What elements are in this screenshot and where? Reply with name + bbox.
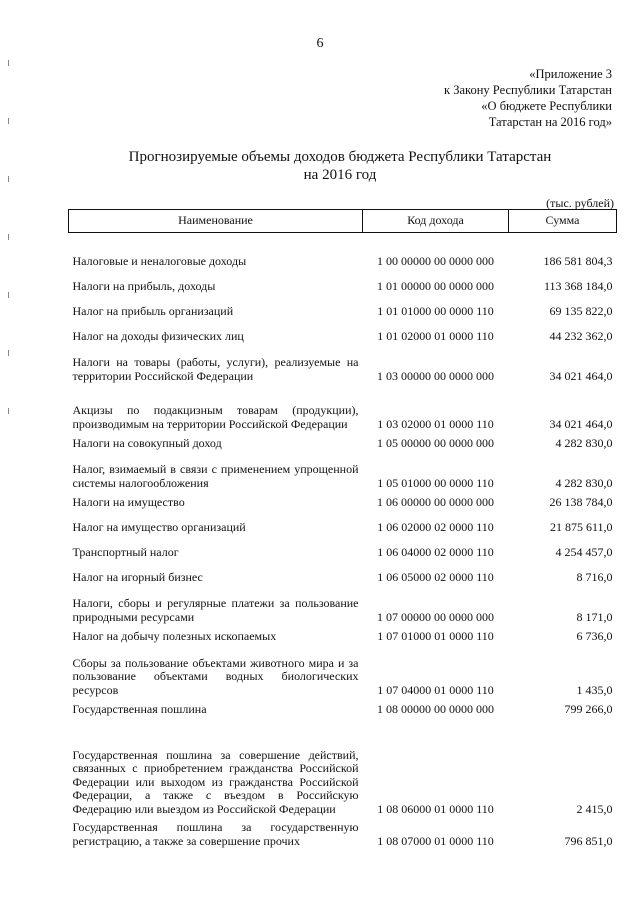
row-code: 1 01 01000 00 0000 110 — [377, 303, 494, 318]
row-name: Сборы за пользование объектами животного мира и за пользование объектами водных биологических ресурсов — [72, 655, 359, 697]
page-number: 6 — [316, 36, 324, 51]
row-name: Налог на имущество организаций — [72, 519, 246, 534]
row-sum: 796 851,0 — [564, 833, 613, 848]
table-row — [69, 649, 617, 697]
appendix-line: Татарстан на 2016 год» — [488, 115, 612, 129]
row-code: 1 08 00000 00 0000 000 — [377, 701, 494, 716]
row-code: 1 06 04000 02 0000 110 — [377, 544, 494, 559]
row-sum: 4 282 830,0 — [555, 475, 613, 490]
row-code: 1 08 07000 01 0000 110 — [377, 833, 494, 848]
row-sum: 8 716,0 — [576, 569, 613, 584]
revenue-table — [68, 209, 617, 848]
table-row — [69, 565, 617, 590]
table-row — [69, 324, 617, 349]
row-code: 1 06 02000 02 0000 110 — [377, 519, 494, 534]
row-name: Транспортный налог — [72, 544, 179, 559]
row-sum: 21 875 611,0 — [549, 519, 613, 534]
row-code: 1 01 02000 01 0000 110 — [377, 328, 494, 343]
row-name: Государственная пошлина — [72, 701, 207, 716]
row-sum: 2 415,0 — [576, 801, 613, 816]
row-name: Налоговые и неналоговые доходы — [72, 253, 247, 268]
row-code: 1 03 00000 00 0000 000 — [377, 368, 494, 383]
row-name: Налоги на прибыль, доходы — [72, 278, 216, 293]
appendix-line: «О бюджете Республики — [481, 99, 612, 113]
row-sum: 26 138 784,0 — [549, 494, 613, 509]
table-row — [69, 590, 617, 624]
header-name: Наименование — [69, 210, 363, 233]
row-code: 1 07 04000 01 0000 110 — [377, 682, 494, 697]
row-name: Налог на доходы физических лиц — [72, 328, 244, 343]
row-sum: 186 581 804,3 — [543, 253, 613, 268]
row-sum: 6 736,0 — [576, 628, 613, 643]
row-name: Акцизы по подакцизным товарам (продукции), производимым на территории Российской Федерации — [72, 403, 359, 431]
row-code: 1 01 00000 00 0000 000 — [377, 278, 494, 293]
table-row — [69, 697, 617, 722]
row-code: 1 05 00000 00 0000 000 — [377, 435, 494, 450]
row-code: 1 08 06000 01 0000 110 — [377, 801, 494, 816]
table-row — [69, 383, 617, 431]
row-sum: 799 266,0 — [564, 701, 613, 716]
table-row — [69, 456, 617, 490]
units-label: (тыс. рублей) — [546, 196, 614, 210]
table-row — [69, 816, 617, 848]
title-line: на 2016 год — [303, 167, 377, 183]
table-row — [69, 274, 617, 299]
row-sum: 4 254 457,0 — [555, 544, 613, 559]
margin-marks — [8, 60, 10, 466]
row-code: 1 07 01000 01 0000 110 — [377, 628, 494, 643]
table-row — [69, 431, 617, 456]
appendix-reference — [444, 66, 612, 130]
title-line: Прогнозируемые объемы доходов бюджета Республики Татарстан — [128, 149, 552, 165]
row-sum: 8 171,0 — [576, 609, 613, 624]
row-name: Налоги на имущество — [72, 494, 185, 509]
row-sum: 69 135 822,0 — [549, 303, 613, 318]
row-name: Налоги, сборы и регулярные платежи за пользование природными ресурсами — [72, 596, 359, 624]
row-name: Налоги на совокупный доход — [72, 435, 222, 450]
row-name: Налоги на товары (работы, услуги), реализуемые на территории Российской Федерации — [72, 355, 359, 383]
row-name: Налог, взимаемый в связи с применением упрощенной системы налогообложения — [72, 462, 359, 490]
table-spacer — [69, 233, 617, 250]
row-name: Налог на игорный бизнес — [72, 569, 203, 584]
table-row — [69, 515, 617, 540]
table-row — [69, 624, 617, 649]
row-name: Государственная пошлина за государственную регистрацию, а также за совершение прочих — [72, 820, 359, 848]
appendix-line: «Приложение 3 — [529, 67, 612, 81]
table-row — [69, 540, 617, 565]
header-code: Код дохода — [363, 210, 509, 233]
row-name: Налог на добычу полезных ископаемых — [72, 628, 277, 643]
row-code: 1 03 02000 01 0000 110 — [377, 416, 494, 431]
row-code: 1 00 00000 00 0000 000 — [377, 253, 494, 268]
table-header-row — [69, 210, 617, 233]
row-code: 1 07 00000 00 0000 000 — [377, 609, 494, 624]
table-row — [69, 249, 617, 274]
row-sum: 44 232 362,0 — [549, 328, 613, 343]
row-sum: 1 435,0 — [576, 682, 613, 697]
row-sum: 4 282 830,0 — [555, 435, 613, 450]
header-sum: Сумма — [509, 210, 617, 233]
table-row — [69, 722, 617, 816]
row-sum: 34 021 464,0 — [549, 368, 613, 383]
table-row — [69, 299, 617, 324]
table-row — [69, 349, 617, 383]
document-title — [60, 148, 620, 184]
row-sum: 34 021 464,0 — [549, 416, 613, 431]
row-code: 1 06 05000 02 0000 110 — [377, 569, 494, 584]
row-sum: 113 368 184,0 — [543, 278, 613, 293]
appendix-line: к Закону Республики Татарстан — [444, 83, 612, 97]
table-row — [69, 490, 617, 515]
row-name: Государственная пошлина за совершение действий, связанных с приобретением гражданства Российской Федерации или выходом из гражданства Российской Федерации, а также с въездом в Российскую Федерацию или выездом из Российской Федерации — [72, 747, 359, 816]
row-name: Налог на прибыль организаций — [72, 303, 234, 318]
row-code: 1 05 01000 00 0000 110 — [377, 475, 494, 490]
row-code: 1 06 00000 00 0000 000 — [377, 494, 494, 509]
